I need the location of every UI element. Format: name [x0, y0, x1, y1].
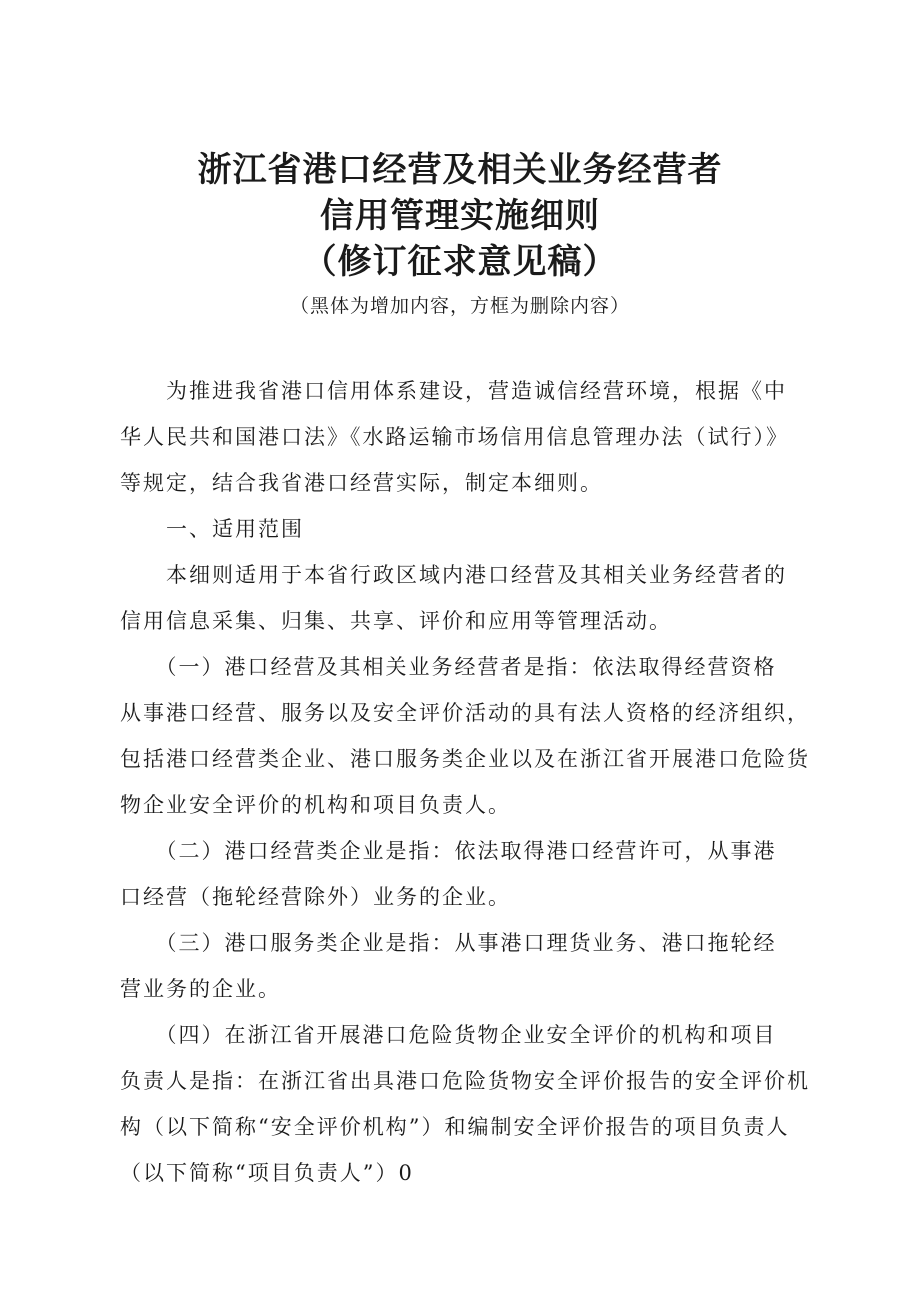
paragraph-line: 本细则适用于本省行政区域内港口经营及其相关业务经营者的: [120, 563, 787, 587]
paragraph-line: （二）港口经营类企业是指：依法取得港口经营许可，从事港: [120, 839, 777, 863]
paragraph-line: 等规定，结合我省港口经营实际，制定本细则。: [120, 471, 603, 495]
paragraph-line: （四）在浙江省开展港口危险货物企业安全评价的机构和项目: [120, 1023, 777, 1047]
paragraph-item-4: [120, 1012, 810, 1196]
paragraph-scope: [120, 552, 810, 644]
paragraph-preamble: [120, 368, 810, 506]
document-title-line-3: （修订征求意见稿）: [302, 242, 618, 282]
paragraph-item-2: [120, 828, 810, 920]
section-heading-scope: [120, 506, 810, 552]
paragraph-line: 从事港口经营、服务以及安全评价活动的具有法人资格的经济组织，: [120, 701, 810, 725]
paragraph-line: 物企业安全评价的机构和项目负责人。: [120, 793, 511, 817]
paragraph-line: 营业务的企业。: [120, 977, 281, 1001]
paragraph-line: 负责人是指：在浙江省出具港口危险货物安全评价报告的安全评价机: [120, 1069, 810, 1093]
paragraph-line: 为推进我省港口信用体系建设，营造诚信经营环境，根据《中: [120, 379, 787, 403]
paragraph-line: 包括港口经营类企业、港口服务类企业以及在浙江省开展港口危险货: [120, 747, 810, 771]
paragraph-line: 一、适用范围: [120, 517, 304, 541]
paragraph-item-3: [120, 920, 810, 1012]
revision-note: （黑体为增加内容，方框为删除内容）: [289, 295, 630, 317]
paragraph-line: 构（以下简称“安全评价机构”）和编制安全评价报告的项目负责人: [120, 1115, 790, 1139]
paragraph-line: （一）港口经营及其相关业务经营者是指：依法取得经营资格: [120, 655, 777, 679]
document-title-line-2: 信用管理实施细则: [320, 196, 600, 236]
paragraph-line: 口经营（拖轮经营除外）业务的企业。: [120, 885, 511, 909]
paragraph-item-1: [120, 644, 810, 828]
document-title-line-1: 浙江省港口经营及相关业务经营者: [197, 150, 723, 190]
paragraph-line: （以下简称“项目负责人”）0: [120, 1161, 414, 1185]
paragraph-line: （三）港口服务类企业是指：从事港口理货业务、港口拖轮经: [120, 931, 777, 955]
paragraph-line: 华人民共和国港口法》《水路运输市场信用信息管理办法（试行）》: [120, 425, 789, 449]
paragraph-line: 信用信息采集、归集、共享、评价和应用等管理活动。: [120, 609, 672, 633]
